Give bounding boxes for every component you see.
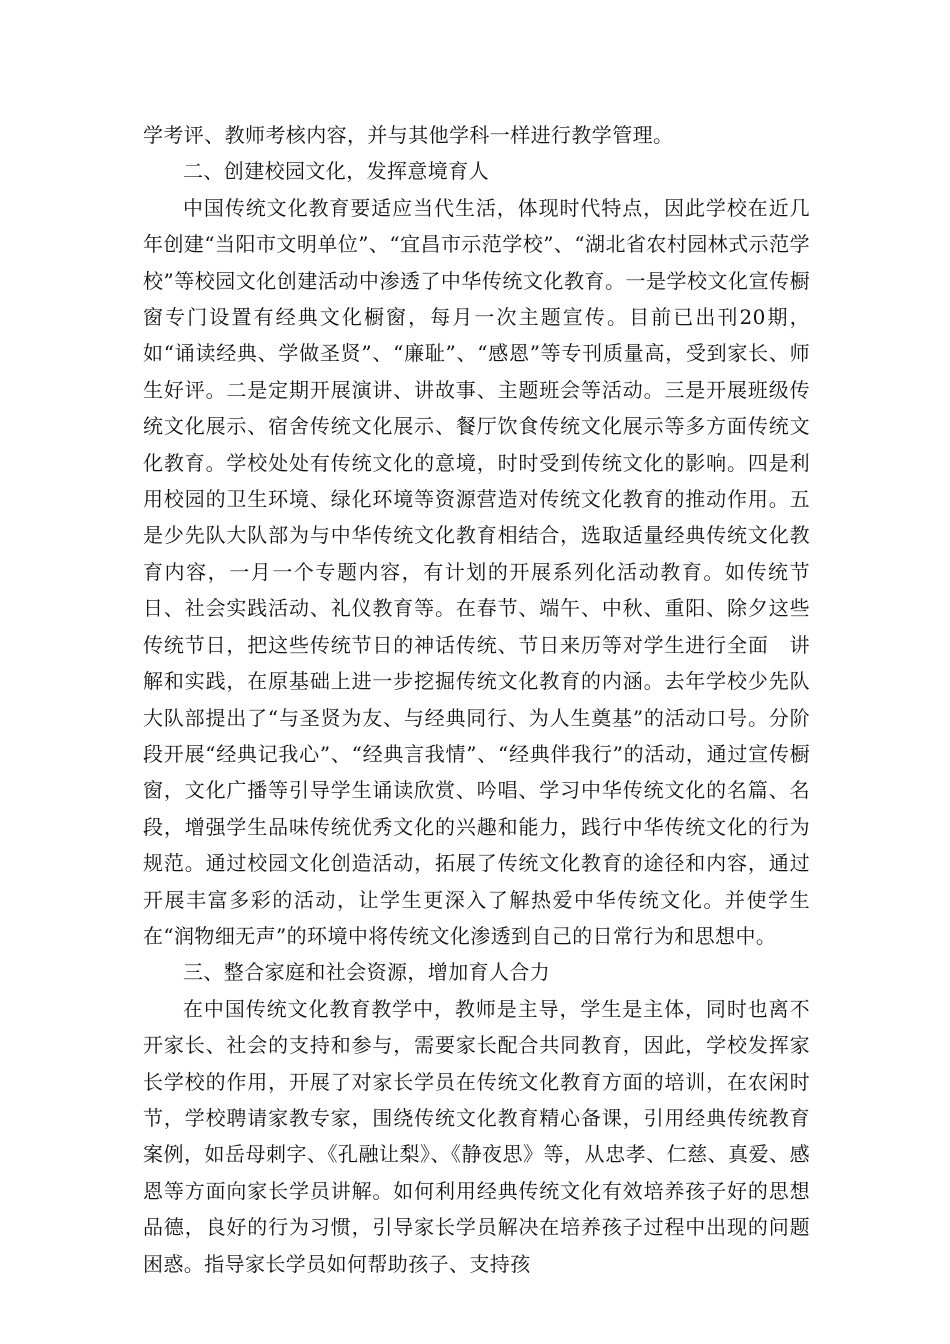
section-heading-family-society: 三、整合家庭和社会资源，增加育人合力 [183,960,551,985]
document-body [143,117,810,1282]
body-paragraph-family-society: 在中国传统文化教育教学中，教师是主导，学生是主体，同时也离不开家长、社会的支持和参与，需要家长配合共同教育，因此，学校发挥家长学校的作用，开展了对家长学员在传统文化教育方面的培训，在农闲时节，学校聘请家教专家，围绕传统文化教育精心备课，引用经典传统教育案例，如岳母刺字、《孔融让梨》、《静夜思》等，从忠孝、仁慈、真爱、感恩等方面向家长学员讲解。如何利用经典传统文化有效培养孩子好的思想品德，良好的行为习惯，引导家长学员解决在培养孩子过程中出现的问题困惑。指导家长学员如何帮助孩子、支持孩 [143,996,810,1276]
section-heading-campus-culture: 二、创建校园文化，发挥意境育人 [183,159,489,184]
body-paragraph-campus-culture: 中国传统文化教育要适应当代生活，体现时代特点，因此学校在近几年创建“当阳市文明单位”、“宜昌市示范学校”、“湖北省农村园林式示范学校”等校园文化创建活动中渗透了中华传统文化教育。一是学校文化宣传橱窗专门设置有经典文化橱窗，每月一次主题宣传。目前已出刊20期，如“诵读经典、学做圣贤”、“廉耻”、“感恩”等专刊质量高，受到家长、师生好评。二是定期开展演讲、讲故事、主题班会等活动。三是开展班级传统文化展示、宿舍传统文化展示、餐厅饮食传统文化展示等多方面传统文化教育。学校处处有传统文化的意境，时时受到传统文化的影响。四是利用校园的卫生环境、绿化环境等资源营造对传统文化教育的推动作用。五是少先队大队部为与中华传统文化教育相结合，选取适量经典传统文化教育内容，一月一个专题内容，有计划的开展系列化活动教育。如传统节日、社会实践活动、礼仪教育等。在春节、端午、中秋、重阳、除夕这些传统节日，把这些传统节日的神话传统、节日来历等对学生进行全面 讲解和实践，在原基础上进一步挖掘传统文化教育的内涵。去年学校少先队大队部提出了“与圣贤为友、与经典同行、为人生奠基”的活动口号。分阶段开展“经典记我心”、“经典言我情”、“经典伴我行”的活动，通过宣传橱窗，文化广播等引导学生诵读欣赏、吟唱、学习中华传统文化的名篇、名段，增强学生品味传统优秀文化的兴趣和能力，践行中华传统文化的行为规范。通过校园文化创造活动，拓展了传统文化教育的途径和内容，通过开展丰富多彩的活动，让学生更深入了解热爱中华传统文化。并使学生在“润物细无声”的环境中将传统文化渗透到自己的日常行为和思想中。 [143,195,810,948]
continuation-paragraph: 学考评、教师考核内容，并与其他学科一样进行教学管理。 [143,123,674,147]
